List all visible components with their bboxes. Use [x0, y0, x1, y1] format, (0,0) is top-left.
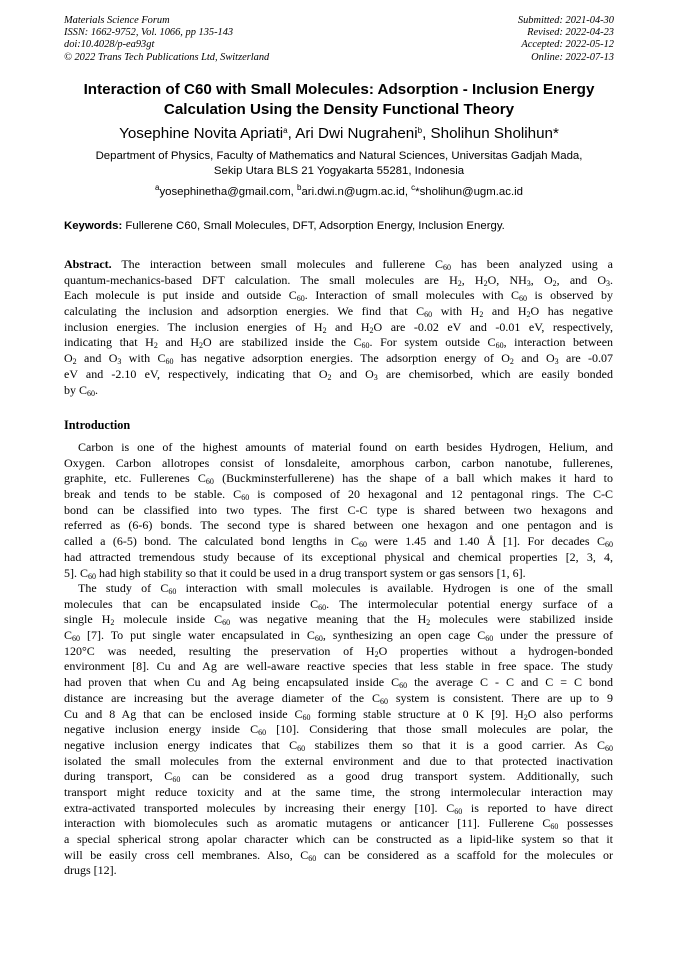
paragraph-line: called a (6-5) bond. The calculated bond lengths in $C_{60}$ were 1.45 and 1.40 Å [1]. For decades $C_{60}$ — [64, 534, 613, 550]
paragraph-line: graphite, etc. Fullerenes $C_{60}$ (Buckminsterfullerene) has the shape of a ball which makes it hard to — [64, 471, 613, 487]
author-sep: , — [422, 125, 431, 142]
affiliation-line: Sekip Utara BLS 21 Yogyakarta 55281, Indonesia — [213, 165, 465, 177]
abstract-line: indicating that $H_2$ and $H_2O$ are stabilized inside the $C_{60}$. For system outside $C_{60}$, interaction between — [64, 335, 614, 351]
abstract-line: Each molecule is put inside and outside $C_{60}$. Interaction of small molecules with $C_{60}$ is observed by — [64, 288, 613, 304]
keywords-label: Keywords: — [64, 220, 123, 232]
author-mark: * — [552, 125, 559, 142]
email-a: yosephinetha@gmail.com, — [159, 186, 298, 198]
title-line: Calculation Using the Density Functional Theory — [163, 100, 515, 118]
paragraph-line: negative inclusion energy inside $C_{60}$ [10]. Considering that those small molecules are polar, the — [64, 722, 613, 738]
keywords-text: Fullerene C60, Small Molecules, DFT, Adsorption Energy, Inclusion Energy. — [122, 220, 505, 232]
paragraph-line: distance are increasing but the average diameter of the $C_{60}$ system is consistent. There are up to 9 — [64, 690, 613, 706]
abstract-label: Abstract. — [64, 257, 112, 271]
paragraph-line: isolated the small molecules from the external environment and due to that protected inactivation — [64, 753, 613, 768]
paragraph-line: molecules that can be encapsulated inside $C_{60}$. The intermolecular potential energy surface of a — [64, 596, 613, 612]
paragraph-line: environment [8]. Cu and Ag are well-aware reactive species that less stable in free space. The study — [64, 659, 613, 674]
journal-info — [64, 15, 269, 64]
abstract-line — [64, 257, 613, 273]
paragraph-line: will be easily cross cell membranes. Also, $C_{60}$ can be considered as a scaffold for the molecules or — [64, 847, 613, 863]
introduction-paragraph-1 — [64, 440, 613, 581]
paragraph-line: drugs [12]. — [64, 863, 117, 878]
paragraph-line: Oxygen. Carbon allotropes consist of lonsdaleite, amorphous carbon, carbon nanotube, fullerenes, — [64, 455, 613, 470]
author-name: Sholihun Sholihun — [430, 125, 553, 142]
abstract-line: inclusion energies. The inclusion energies of $H_2$ and $H_2O$ are -0.02 eV and -0.01 eV, respectively, — [64, 319, 614, 335]
abstract-line: quantum-mechanics-based DFT calculation. The small molecules are $H_2$, $H_2O$, $NH_3$, $O_2$, and $O_3$. — [64, 272, 613, 288]
introduction-paragraph-2 — [64, 581, 613, 879]
introduction-heading: Introduction — [64, 418, 131, 432]
paragraph-line: extra-activated transported molecules by increasing their energy [10]. $C_{60}$ is reported to have direct — [64, 800, 613, 816]
email-mark: b — [297, 183, 302, 192]
abstract-line: calculating the inclusion and adsorption energies. We find that $C_{60}$ with $H_2$ and $H_2O$ has negative — [64, 304, 614, 320]
author-mark: b — [417, 126, 423, 135]
abstract-text: The interaction between small molecules and fullerene $C_{60}$ has been analyzed using a — [111, 257, 613, 272]
paragraph-line: 5]. $C_{60}$ had high stability so that it could be used in a drug transport system or gas sensors [1, 6]. — [64, 565, 526, 581]
author-name: Yosephine Novita Apriati — [119, 125, 284, 142]
abstract-line: by $C_{60}$. — [64, 382, 99, 398]
keywords — [64, 219, 624, 234]
paragraph-line: a special spherical strong apolar character which can be constructed as a lipid-like system so that it — [64, 832, 613, 846]
paragraph-line: break and tends to be stable. $C_{60}$ is composed of 20 hexagonal and 12 pentagonal rings. The C-C — [64, 487, 613, 503]
paragraph-line: referred as (6-6) bonds. The second type is shared between one hexagon and one pentagon and is — [64, 518, 613, 533]
author-list — [40, 124, 638, 143]
author-name: Ari Dwi Nugraheni — [295, 125, 418, 142]
publication-dates — [518, 15, 614, 64]
affiliation-line: Department of Physics, Faculty of Mathematics and Natural Sciences, Universitas Gadjah Mada, — [95, 150, 583, 162]
revised-date: Revised: 2022-04-23 — [527, 27, 614, 39]
paragraph-line: bond can be classified into two types. The first C-C type is shared between two hexagons and — [64, 502, 613, 517]
online-date: Online: 2022-07-13 — [531, 51, 614, 63]
abstract-line: $O_2$ and $O_3$ with $C_{60}$ has negative adsorption energies. The adsorption energy of $O_2$ and $O_3$ are -0.07 — [64, 351, 613, 367]
submitted-date: Submitted: 2021-04-30 — [517, 15, 614, 26]
paragraph-line: $C_{60}$ [7]. To put single water encapsulated in $C_{60}$, synthesizing an open cage $C_{60}$ under the pressure of — [64, 628, 613, 644]
copyright: © 2022 Trans Tech Publications Ltd, Switzerland — [64, 51, 270, 63]
abstract-line: eV and -2.10 eV, respectively, indicating that $O_2$ and $O_3$ are chemisorbed, which are easily bonded — [64, 366, 613, 382]
issn-volume: ISSN: 1662-9752, Vol. 1066, pp 135-143 — [64, 27, 234, 39]
paragraph-line: Cu and 8 Ag that can be enclosed inside $C_{60}$ forming stable structure at 0 K [9]. $H_2O$ also performs — [64, 706, 613, 722]
affiliation — [40, 149, 638, 179]
paragraph-line: The study of $C_{60}$ interaction with small molecules is available. Hydrogen is one of the small — [78, 581, 613, 596]
email-b: ari.dwi.n@ugm.ac.id, — [301, 186, 412, 198]
abstract — [64, 257, 613, 398]
paragraph-line: single $H_2$ molecule inside $C_{60}$ was negative meaning that the $H_2$ molecules were stabilized inside — [64, 612, 613, 628]
author-sep: , — [287, 125, 296, 142]
author-mark: a — [283, 126, 288, 135]
journal-name: Materials Science Forum — [64, 15, 170, 26]
paragraph-line: negative inclusion energy indicates that $C_{60}$ stabilizes them so that it is a good carrier. As $C_{60}$ — [64, 737, 613, 753]
paragraph-line: had attracted tremendous study because of its exceptional physical and chemical properties [2, 3, 4, — [64, 549, 613, 564]
paragraph-line: interaction with biomolecules such as aromatic mutagens or anticancer [11]. Fullerene $C_{60}$ possesses — [64, 816, 613, 832]
email-c: *sholihun@ugm.ac.id — [415, 186, 523, 198]
paragraph-line: during transport, $C_{60}$ can be considered as a good drug transport system. Additionally, such — [64, 769, 614, 785]
accepted-date: Accepted: 2022-05-12 — [521, 39, 614, 51]
paragraph-line: transport might reduce toxicity and at the same time, the strong intermolecular interaction may — [64, 784, 613, 799]
paper-title — [40, 80, 638, 119]
paragraph-line: Carbon is one of the highest amounts of material found on earth besides Hydrogen, Helium, and — [78, 440, 613, 454]
author-emails — [40, 185, 638, 200]
paragraph-line: 120°C was needed, resulting the preservation of $H_2O$ properties without a hydrogen-bonded — [64, 643, 613, 659]
email-mark: c — [411, 183, 416, 192]
doi: doi:10.4028/p-ea93gt — [64, 39, 155, 51]
paragraph-line: had proven that when Cu and Ag being encapsulated inside $C_{60}$ the average C - C and C = C bond — [64, 675, 613, 691]
title-line: Interaction of C60 with Small Molecules: Adsorption - Inclusion Energy — [83, 81, 595, 98]
email-mark: a — [155, 183, 160, 192]
